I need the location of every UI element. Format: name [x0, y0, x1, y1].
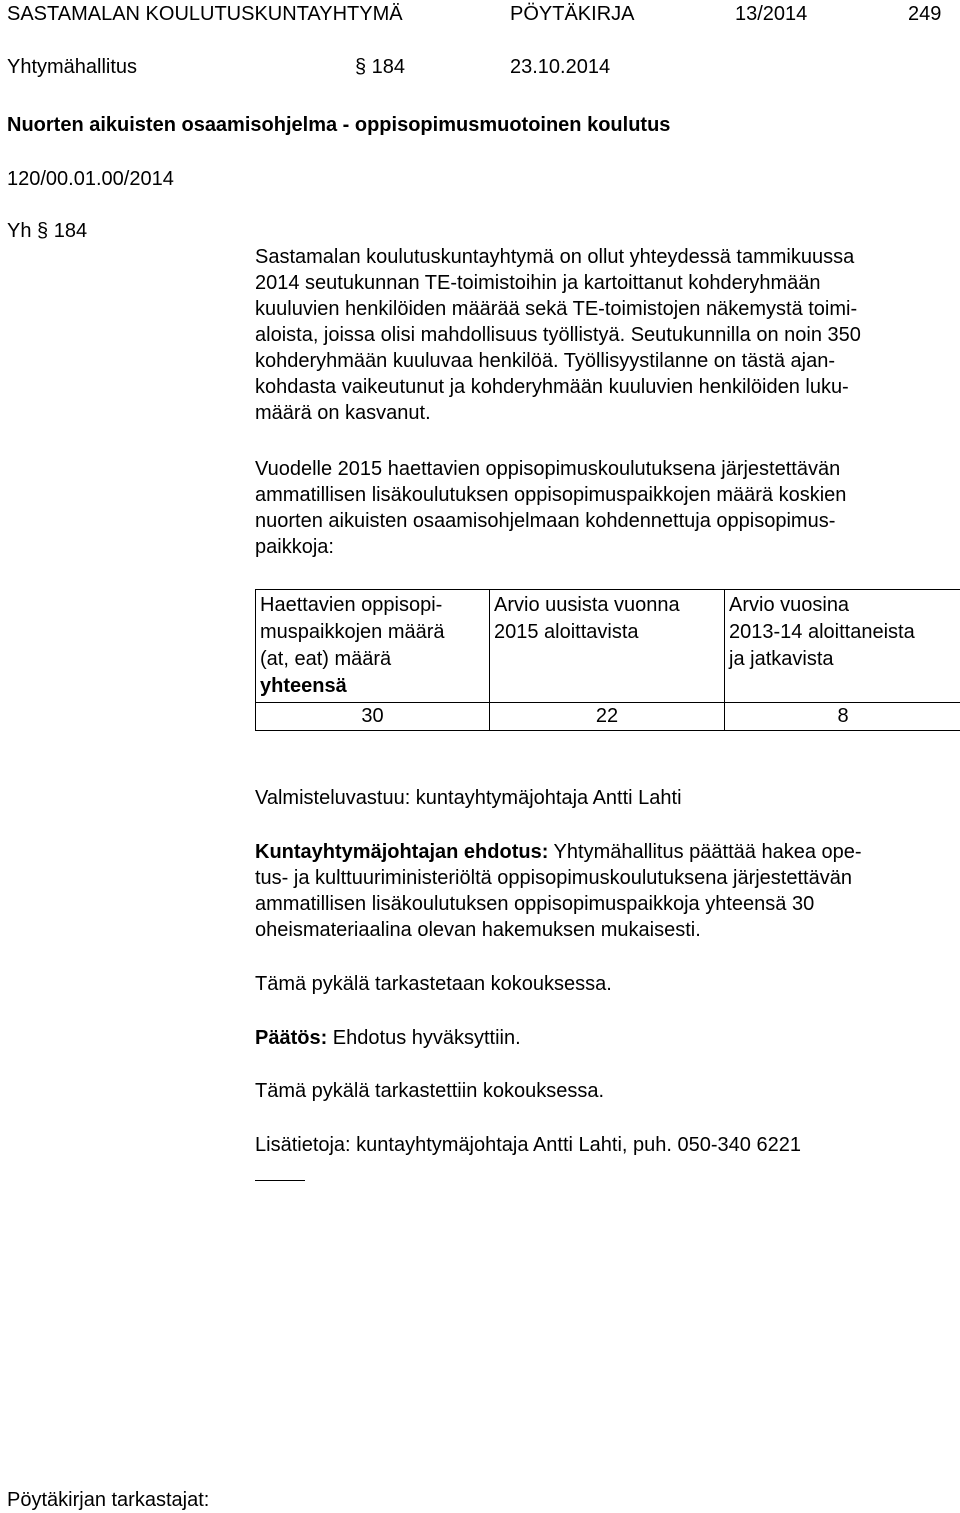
document-number: 13/2014 [735, 1, 807, 27]
contact-info: Lisätietoja: kuntayhtymäjohtaja Antti Lahti, puh. 050-340 6221 [255, 1132, 801, 1158]
proposal-paragraph [255, 839, 955, 943]
paragraph-line: 2014 seutukunnan TE-toimistoihin ja kartoittanut kohderyhmään [255, 270, 955, 296]
paragraph-line: paikkoja: [255, 534, 955, 560]
value-cell: 30 [256, 703, 490, 731]
header-line: yhteensä [260, 673, 485, 700]
paragraph-line: Vuodelle 2015 haettavien oppisopimuskoulutuksena järjestettävän [255, 456, 955, 482]
header-line: Arvio vuosina [729, 592, 957, 619]
header-line: (at, eat) määrä [260, 646, 485, 673]
paragraph-line: oheismateriaalina olevan hakemuksen mukaisesti. [255, 917, 955, 943]
section-label: Yh § 184 [7, 218, 87, 244]
record-number: 120/00.01.00/2014 [7, 166, 174, 192]
paragraph-line: kuuluvien henkilöiden määrää sekä TE-toimistojen näkemystä toimi- [255, 296, 955, 322]
decision-label: Päätös: [255, 1027, 327, 1049]
header-line: ja jatkavista [729, 646, 957, 673]
meeting-date: 23.10.2014 [510, 54, 610, 80]
decision-text: Ehdotus hyväksyttiin. [327, 1027, 520, 1049]
header-line: muspaikkojen määrä [260, 619, 485, 646]
section-reference: § 184 [355, 54, 405, 80]
paragraph-line: kohderyhmään kuuluvaa henkilöä. Työllisyystilanne on tästä ajan- [255, 348, 955, 374]
decision-line [255, 1025, 521, 1051]
reviewed-note: Tämä pykälä tarkastettiin kokouksessa. [255, 1078, 604, 1104]
header-line: Arvio uusista vuonna [494, 592, 720, 619]
value-cell: 22 [490, 703, 725, 731]
paragraph-line: tus- ja kulttuuriministeriöltä oppisopimuskoulutuksena järjestettävän [255, 865, 955, 891]
paragraph-line: Sastamalan koulutuskuntayhtymä on ollut yhteydessä tammikuussa [255, 244, 955, 270]
governing-body: Yhtymähallitus [7, 54, 137, 80]
review-note: Tämä pykälä tarkastetaan kokouksessa. [255, 971, 612, 997]
header-cell-continuing [725, 590, 960, 703]
value-cell: 8 [725, 703, 960, 731]
header-cell-new-2015 [490, 590, 725, 703]
page-title: Nuorten aikuisten osaamisohjelma - oppisopimusmuotoinen koulutus [7, 112, 670, 138]
preparer-line: Valmisteluvastuu: kuntayhtymäjohtaja Antti Lahti [255, 785, 682, 811]
divider [255, 1180, 305, 1181]
proposal-label: Kuntayhtymäjohtajan ehdotus: [255, 841, 548, 863]
page-number: 249 [908, 1, 941, 27]
header-line: 2013-14 aloittaneista [729, 619, 957, 646]
footer-reviewers-label: Pöytäkirjan tarkastajat: [7, 1487, 209, 1513]
proposal-text: Yhtymähallitus päättää hakea ope- [548, 841, 861, 863]
paragraph-line: nuorten aikuisten osaamisohjelmaan kohdennettuja oppisopimus- [255, 508, 955, 534]
header-line: 2015 aloittavista [494, 619, 720, 646]
table-row [256, 703, 960, 731]
paragraph-line: kohdasta vaikeutunut ja kohderyhmään kuuluvien henkilöiden luku- [255, 374, 955, 400]
header-cell-requested [256, 590, 490, 703]
background-paragraph [255, 244, 955, 426]
apprenticeship-table [255, 589, 960, 731]
organization-name: SASTAMALAN KOULUTUSKUNTAYHTYMÄ [7, 1, 403, 27]
paragraph-line: ammatillisen lisäkoulutuksen oppisopimuspaikkoja yhteensä 30 [255, 891, 955, 917]
paragraph-line: määrä on kasvanut. [255, 400, 955, 426]
document-type: PÖYTÄKIRJA [510, 1, 634, 27]
header-line: Haettavien oppisopi- [260, 592, 485, 619]
paragraph-line: ammatillisen lisäkoulutuksen oppisopimuspaikkojen määrä koskien [255, 482, 955, 508]
table-header-row [256, 590, 960, 703]
paragraph-line: aloista, joissa olisi mahdollisuus työllistyä. Seutukunnilla on noin 350 [255, 322, 955, 348]
request-paragraph [255, 456, 955, 560]
